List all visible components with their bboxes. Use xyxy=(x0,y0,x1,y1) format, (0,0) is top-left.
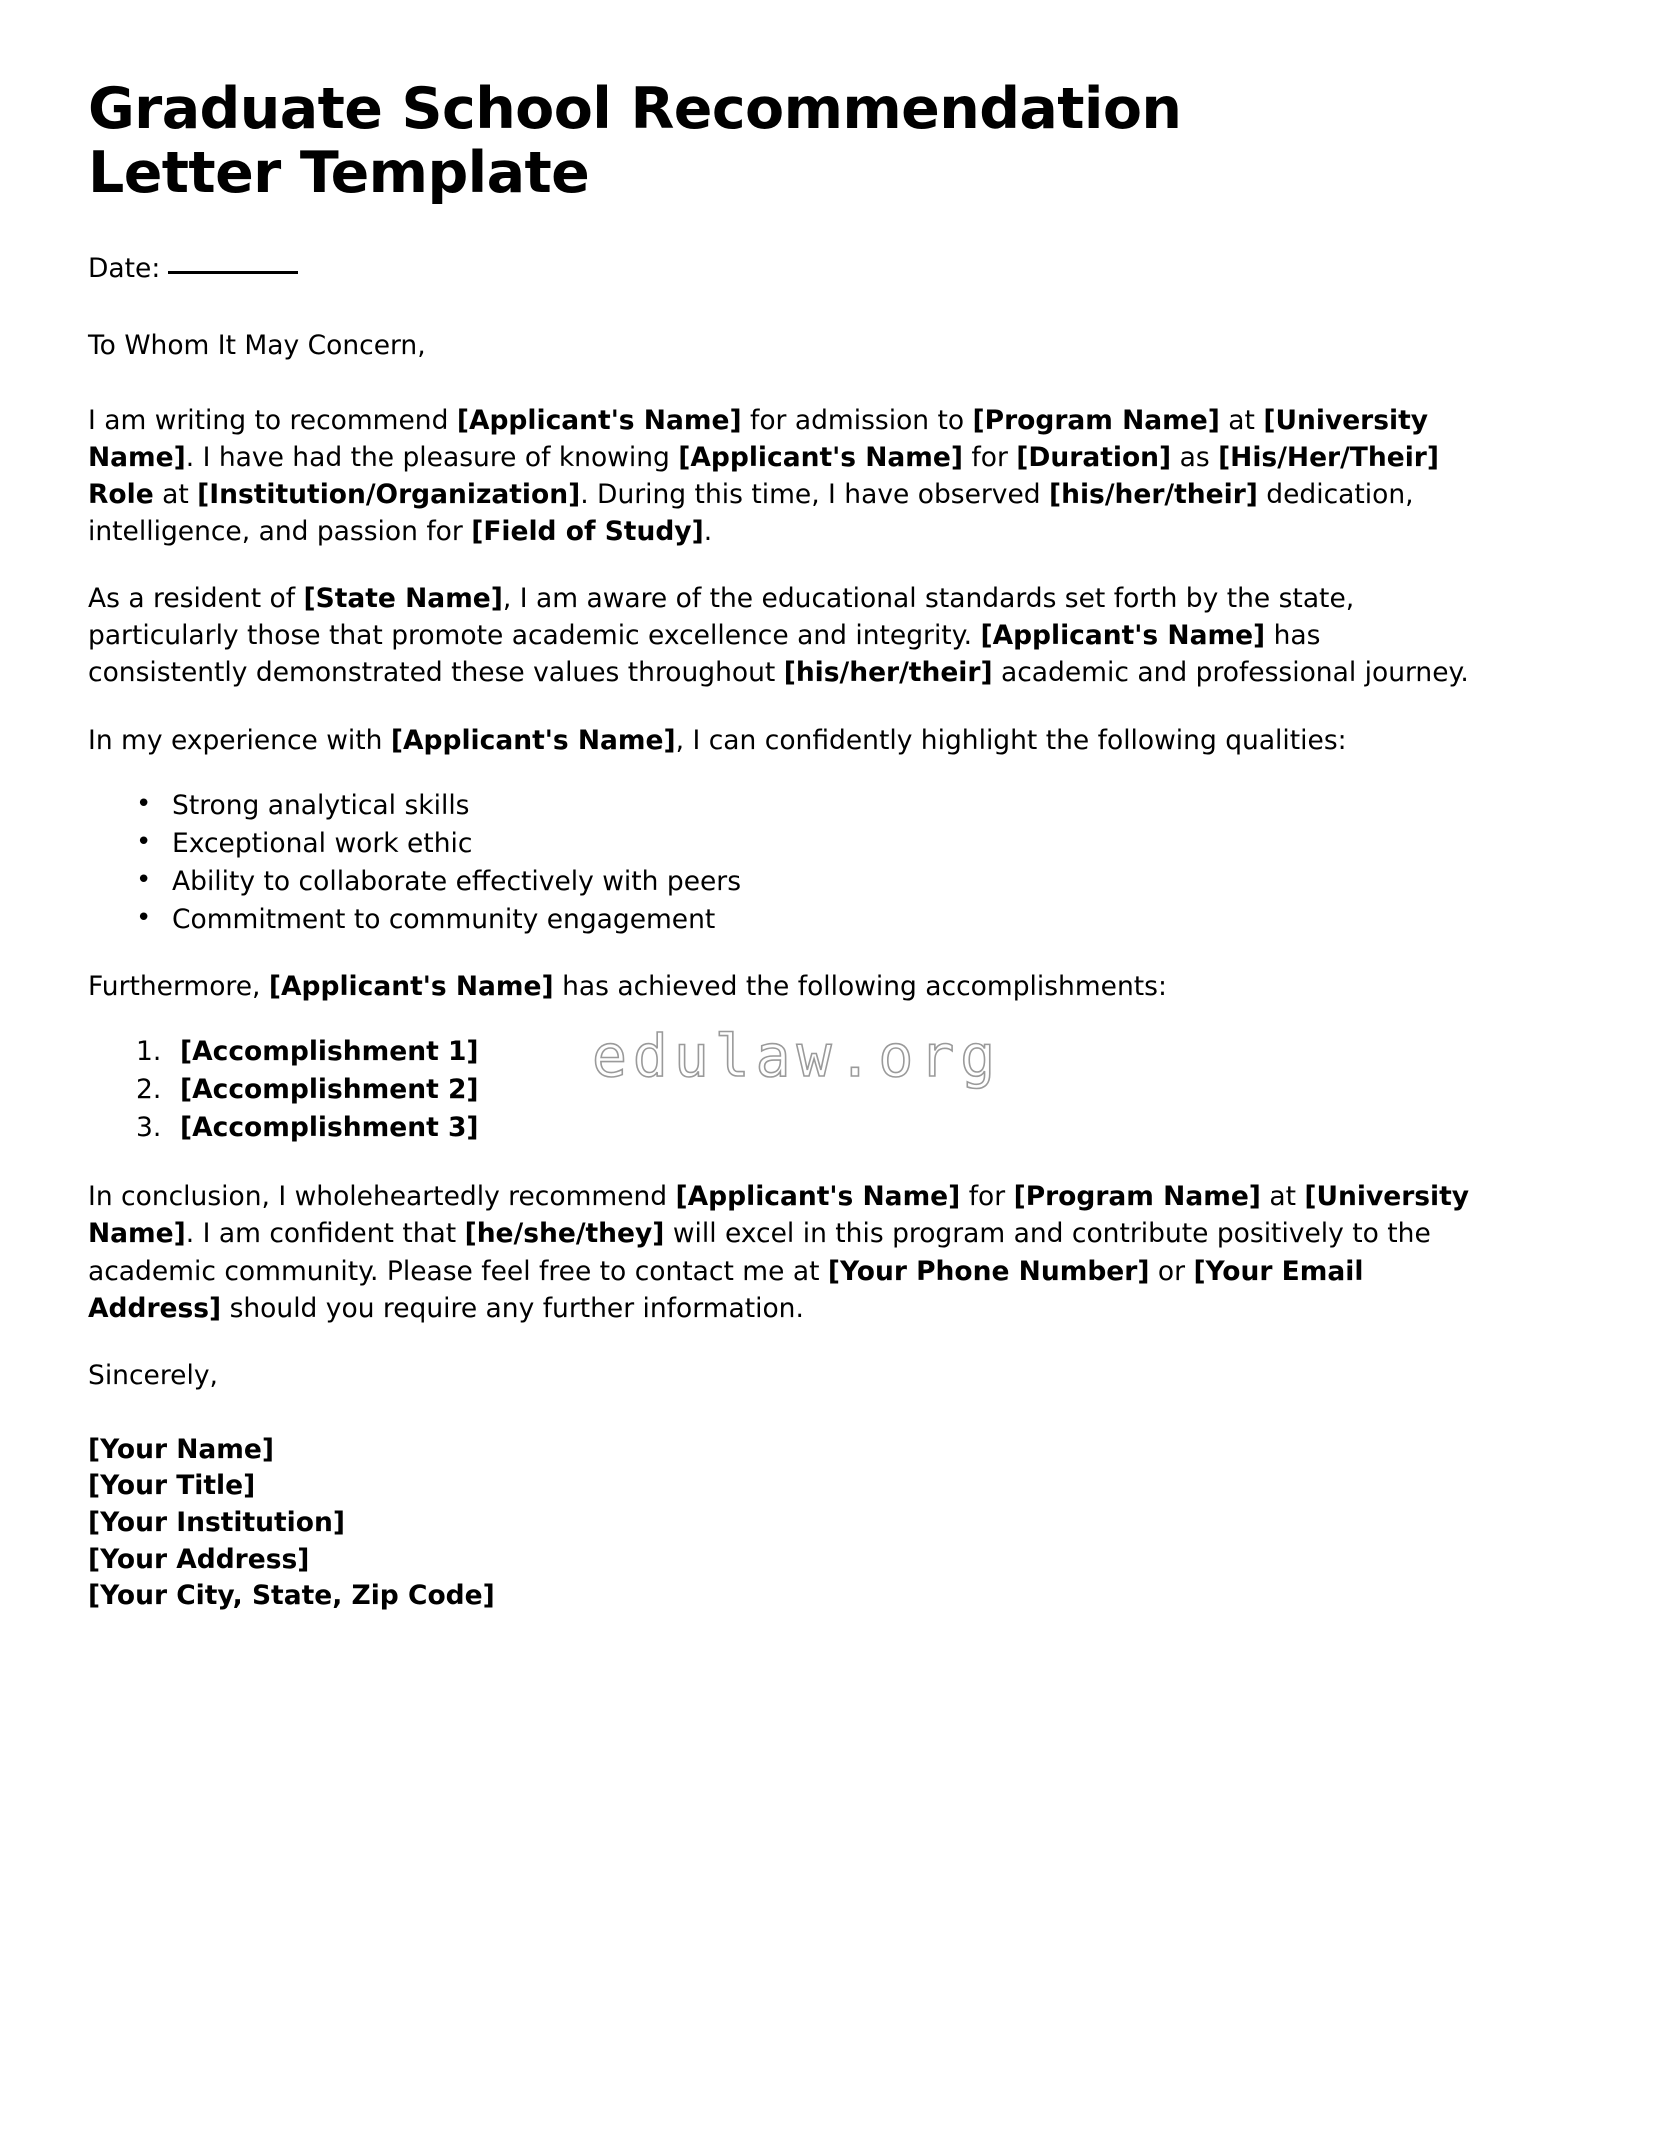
placeholder-university-name: [University Name] xyxy=(88,1181,1470,1250)
paragraph-intro xyxy=(88,402,1478,550)
text-run: as xyxy=(1171,441,1219,473)
list-item: • Ability to collaborate effectively with peers xyxy=(172,863,1484,900)
text-run: for admission to xyxy=(741,404,973,436)
placeholder-program-name: [Program Name] xyxy=(972,404,1220,436)
text-run: has consistently demonstrated these values throughout xyxy=(88,620,1321,689)
placeholder-field-of-study: [Field of Study] xyxy=(471,516,704,548)
placeholder-pronoun: [his/her/their] xyxy=(783,657,993,689)
text-run: for xyxy=(960,1181,1014,1213)
placeholder-university-name: [University Name] xyxy=(88,404,1429,473)
watermark: edulaw.org xyxy=(592,1022,1002,1090)
text-run: In conclusion, I wholeheartedly recommend xyxy=(88,1181,676,1213)
text-run: In my experience with xyxy=(88,724,391,756)
text-run: will excel in this program and contribute positively to the academic community. Please feel free to contact me at xyxy=(88,1218,1431,1287)
placeholder-applicant-name: [Applicant's Name] xyxy=(678,441,963,473)
placeholder-applicant-name: [Applicant's Name] xyxy=(456,404,742,436)
text-run: at xyxy=(153,479,198,511)
placeholder-applicant-name: [Applicant's Name] xyxy=(268,970,554,1002)
placeholder-program-name: [Program Name] xyxy=(1013,1181,1261,1213)
list-item: [Accomplishment 1] xyxy=(180,1036,479,1068)
placeholder-applicant-name: [Applicant's Name] xyxy=(390,724,676,756)
signature-line: [Your Institution] xyxy=(88,1506,345,1538)
placeholder-applicant-name: [Applicant's Name] xyxy=(675,1181,961,1213)
qualities-list xyxy=(88,787,1484,938)
placeholder-pronoun: [his/her/their] xyxy=(1049,479,1258,511)
placeholder-pronoun: [he/she/they] xyxy=(464,1218,665,1250)
text-run: at xyxy=(1219,404,1264,436)
text-run: . xyxy=(703,516,713,548)
accomplishments-list xyxy=(88,1033,1484,1146)
text-run: should you require any further information. xyxy=(221,1292,804,1324)
signature-block xyxy=(88,1432,1484,1615)
text-run: dedication, intelligence, and passion for xyxy=(88,479,1414,548)
list-item: [Accomplishment 2] xyxy=(180,1074,479,1106)
paragraph-residency xyxy=(88,580,1478,691)
text-run: at xyxy=(1260,1181,1305,1213)
signature-line: [Your Address] xyxy=(88,1543,310,1575)
text-run: , I am aware of the educational standards set forth by the state, particularly those that promote academic excellence and integrity. xyxy=(88,583,1355,652)
text-run: . During this time, I have observed xyxy=(580,479,1049,511)
closing-salutation: Sincerely, xyxy=(88,1359,218,1391)
placeholder-email-address: [Your Email Address] xyxy=(88,1255,1364,1324)
paragraph-accomplishments-intro xyxy=(88,968,1478,1005)
paragraph-qualities-intro xyxy=(88,722,1478,759)
placeholder-role: [His/Her/Their] Role xyxy=(88,441,1439,511)
text-run: , I can confidently highlight the following qualities: xyxy=(675,724,1347,756)
text-run: academic and professional journey. xyxy=(992,657,1469,689)
salutation: To Whom It May Concern, xyxy=(88,329,426,361)
date-line xyxy=(88,250,1484,287)
date-blank-rule[interactable] xyxy=(168,271,298,274)
signature-line: [Your Title] xyxy=(88,1470,256,1502)
placeholder-duration: [Duration] xyxy=(1016,441,1172,473)
list-item: • Commitment to community engagement xyxy=(172,901,1484,938)
text-run: As a resident of xyxy=(88,583,304,615)
text-run: I am writing to recommend xyxy=(88,404,457,436)
list-item: • Exceptional work ethic xyxy=(172,825,1484,862)
placeholder-applicant-name: [Applicant's Name] xyxy=(980,620,1266,652)
signature-line: [Your Name] xyxy=(88,1433,274,1465)
text-run: has achieved the following accomplishments: xyxy=(553,970,1167,1002)
text-run: or xyxy=(1149,1255,1194,1287)
text-run: for xyxy=(963,441,1017,473)
text-run: . I am confident that xyxy=(185,1218,465,1250)
list-item: [Accomplishment 3] xyxy=(180,1112,479,1144)
text-run: . I have had the pleasure of knowing xyxy=(185,441,679,473)
text-run: Furthermore, xyxy=(88,970,269,1002)
placeholder-institution: [Institution/Organization] xyxy=(197,479,581,511)
placeholder-phone-number: [Your Phone Number] xyxy=(827,1255,1150,1287)
paragraph-conclusion xyxy=(88,1178,1478,1326)
page-title: Graduate School Recommendation Letter Template xyxy=(88,76,1182,206)
placeholder-state-name: [State Name] xyxy=(303,583,503,615)
date-label: Date: xyxy=(88,252,161,284)
list-item: • Strong analytical skills xyxy=(172,787,1484,824)
signature-line: [Your City, State, Zip Code] xyxy=(88,1580,495,1612)
